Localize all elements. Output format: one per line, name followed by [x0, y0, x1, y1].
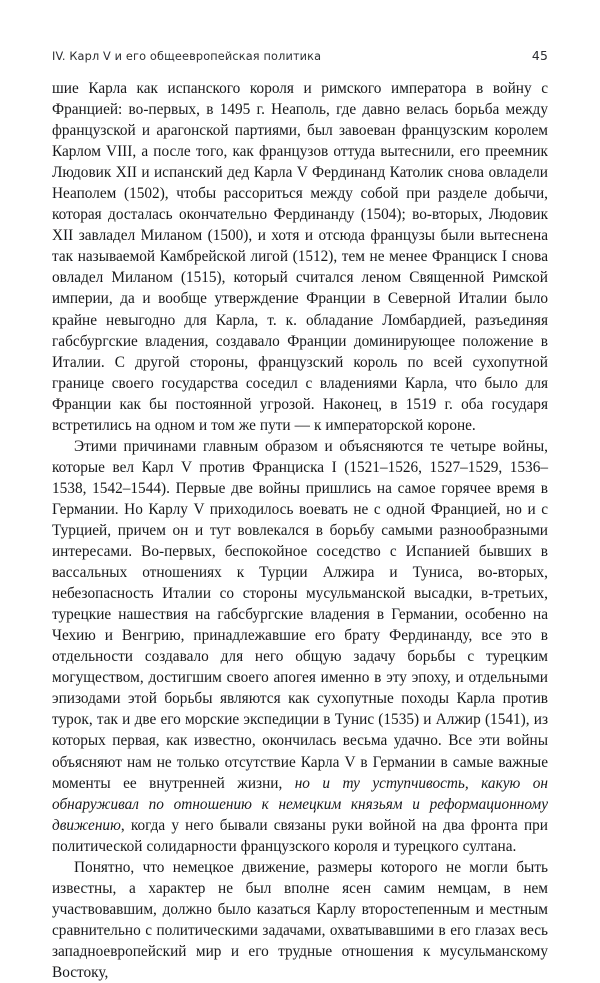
- emphasized-text: но и ту уступчивость, какую он обнаруживал по отношению к немецким князьям и реформационному движению: [52, 774, 548, 834]
- paragraph: шие Карла как испанского короля и римского императора в войну с Францией: во-первых, в 1495 г. Неаполь, где давно велась борьба между французской и арагонской партиями, был завоеван французским королем Карлом VIII, а после того, как французов оттуда вытеснили, его преемник Людовик XII и испанский дед Карла V Фердинанд Католик снова овладели Неаполем (1502), чтобы рассориться между собой при разделе добычи, которая досталась окончательно Фердинанду (1504); во-вторых, Людовик XII завладел Миланом (1500), и хотя и отсюда французы были вытеснена так называемой Камбрейской лигой (1512), тем не менее Франциск I снова овладел Миланом (1515), который считался леном Священной Римской империи, да и вообще утверждение Франции в Северной Италии было крайне невыгодно для Карла, т. к. обладание Ломбардией, разъединяя габсбургские владения, создавало Франции доминирующее положение в Италии. С другой стороны, французский король по всей сухопутной границе своего государства соседил с владениями Карла, что было для Франции как бы постоянной угрозой. Наконец, в 1519 г. оба государя встретились на одном и том же пути — к императорской короне.: [52, 80, 548, 434]
- body-text-block: [52, 78, 548, 983]
- paragraph: Понятно, что немецкое движение, размеры которого не могли быть известны, а характер не был вполне ясен самим немцам, в нем участвовавшим, должно было казаться Карлу второстепенным и местным сравнительно с политическими задачами, охватывавшими в его глазах весь западноевропейский мир и его трудные отношения к мусульманскому Востоку,: [52, 858, 548, 981]
- page-number: 45: [531, 48, 548, 63]
- running-head-title: IV. Карл V и его общеевропейская политика: [52, 50, 322, 63]
- running-head: [52, 48, 548, 68]
- paragraph: Этими причинами главным образом и объясняются те четыре войны, которые вел Карл V против Франциска I (1521–1526, 1527–1529, 1536–1538, 1542–1544). Первые две войны пришлись на самое горячее время в Германии. Но Карлу V приходилось воевать не с одной Францией, но и с Турцией, причем он и тут вовлекался в борьбу самыми разнообразными интересами. Во-первых, беспокойное соседство с Испанией бывших в вассальных отношениях к Турции Алжира и Туниса, во-вторых, небезопасность Италии со стороны мусульманской высадки, в-третьих, турецкие нашествия на габсбургские владения в Германии, особенно на Чехию и Венгрию, принадлежавшие его брату Фердинанду, все это в отдельности создавало для него общую задачу борьбы с турецким могуществом, достигшим своего апогея именно в эту эпоху, и отдельными эпизодами этой борьбы являются как сухопутные походы Карла против турок, так и две его морские экспедиции в Тунис (1535) и Алжир (1541), из которых первая, как известно, окончилась весьма удачно. Все эти войны объясняют нам не только отсутствие Карла V в Германии в самые важные моменты ее внутренней жизни, но и ту уступчивость, какую он обнаруживал по отношению к немецким князьям и реформационному движению, когда у него бывали связаны руки войной на два фронта при политической солидарности французского короля и турецкого султана.: [52, 437, 548, 855]
